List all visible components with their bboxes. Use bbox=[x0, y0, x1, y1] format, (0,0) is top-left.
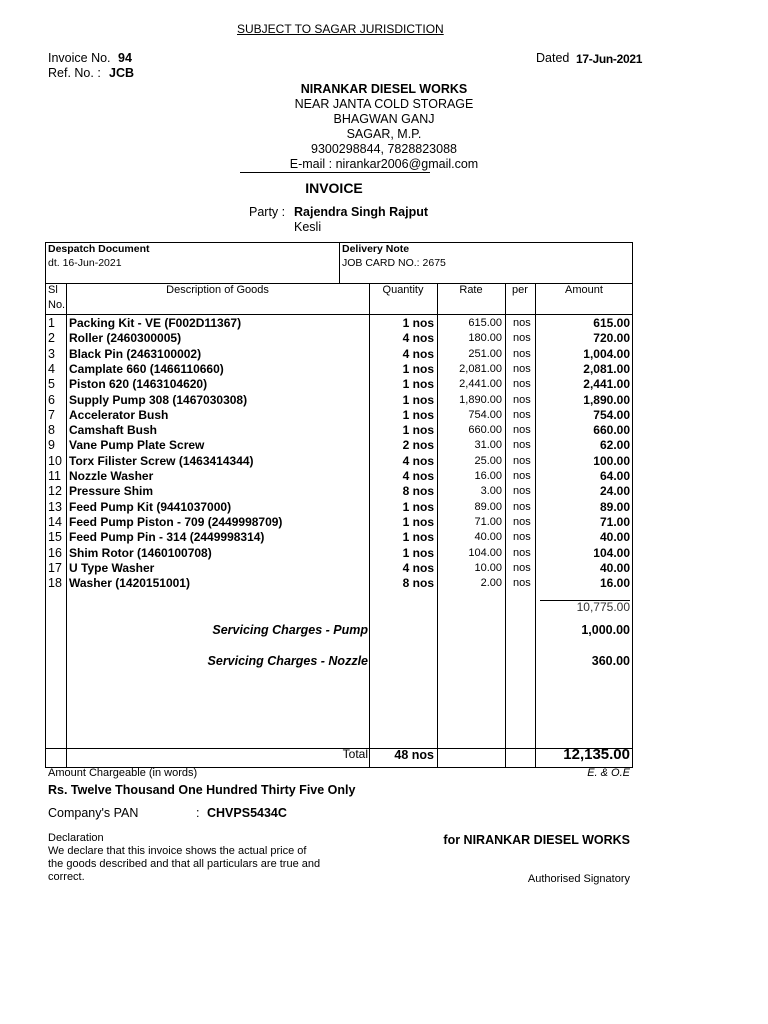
row-quantity: 1 nos bbox=[402, 407, 434, 422]
row-rate: 25.00 bbox=[474, 454, 502, 467]
row-per-unit: nos bbox=[513, 577, 531, 590]
header-description: Description of Goods bbox=[166, 284, 269, 296]
row-sl-number: 18 bbox=[48, 576, 62, 591]
row-rate: 1,890.00 bbox=[459, 393, 502, 406]
table-total-line-top bbox=[45, 748, 633, 749]
row-sl-number: 17 bbox=[48, 560, 62, 575]
row-sl-number: 6 bbox=[48, 392, 55, 407]
row-quantity: 1 nos bbox=[402, 392, 434, 407]
row-amount: 2,441.00 bbox=[583, 377, 630, 392]
row-per-unit: nos bbox=[513, 378, 531, 391]
row-description: Piston 620 (1463104620) bbox=[69, 377, 208, 392]
for-company: for NIRANKAR DIESEL WORKS bbox=[443, 833, 630, 847]
amount-in-words: Rs. Twelve Thousand One Hundred Thirty Five Only bbox=[48, 783, 356, 797]
declaration-line-3: correct. bbox=[48, 871, 85, 883]
row-per-unit: nos bbox=[513, 485, 531, 498]
subtotal: 10,775.00 bbox=[576, 600, 630, 614]
row-rate: 10.00 bbox=[474, 561, 502, 574]
row-description: Camplate 660 (1466110660) bbox=[69, 361, 224, 376]
row-amount: 1,890.00 bbox=[583, 392, 630, 407]
authorised-signatory: Authorised Signatory bbox=[527, 873, 630, 885]
table-row bbox=[0, 408, 768, 423]
despatch-value: dt. 16-Jun-2021 bbox=[48, 257, 122, 269]
row-sl-number: 4 bbox=[48, 361, 55, 376]
row-rate: 40.00 bbox=[474, 531, 502, 544]
party-name: Rajendra Singh Rajput bbox=[294, 205, 429, 219]
row-per-unit: nos bbox=[513, 531, 531, 544]
row-rate: 660.00 bbox=[468, 424, 502, 437]
row-amount: 40.00 bbox=[599, 530, 630, 545]
row-rate: 71.00 bbox=[474, 515, 502, 528]
table-row bbox=[0, 469, 768, 484]
declaration-label: Declaration bbox=[48, 832, 104, 844]
row-sl-number: 8 bbox=[48, 423, 55, 438]
delivery-value: JOB CARD NO.: 2675 bbox=[342, 257, 446, 269]
row-rate: 2,081.00 bbox=[459, 362, 502, 375]
row-description: Feed Pump Kit (9441037000) bbox=[69, 499, 232, 514]
document-title: INVOICE bbox=[305, 180, 363, 196]
table-row bbox=[0, 362, 768, 377]
delivery-label: Delivery Note bbox=[342, 243, 410, 255]
row-quantity: 1 nos bbox=[402, 316, 434, 330]
row-amount: 754.00 bbox=[593, 407, 630, 422]
header-quantity: Quantity bbox=[382, 284, 424, 296]
row-rate: 180.00 bbox=[468, 332, 502, 345]
row-amount: 100.00 bbox=[593, 453, 630, 468]
row-amount: 71.00 bbox=[599, 514, 630, 529]
pan-value: CHVPS5434C bbox=[207, 806, 287, 820]
row-description: Packing Kit - VE (F002D11367) bbox=[69, 316, 242, 330]
amount-words-label: Amount Chargeable (in words) bbox=[48, 767, 198, 779]
row-sl-number: 3 bbox=[48, 346, 55, 361]
row-amount: 16.00 bbox=[599, 576, 630, 591]
row-amount: 64.00 bbox=[599, 469, 630, 483]
row-rate: 16.00 bbox=[474, 470, 502, 482]
charge-amount-nozzle: 360.00 bbox=[591, 654, 630, 668]
row-description: Camshaft Bush bbox=[69, 423, 158, 438]
row-description: Roller (2460300005) bbox=[69, 331, 182, 346]
row-quantity: 4 nos bbox=[402, 469, 434, 483]
pan-colon: : bbox=[196, 806, 200, 820]
row-sl-number: 2 bbox=[48, 331, 55, 346]
charge-amount-pump: 1,000.00 bbox=[581, 623, 630, 637]
row-quantity: 1 nos bbox=[402, 514, 434, 529]
table-row bbox=[0, 576, 768, 591]
row-description: Nozzle Washer bbox=[69, 469, 154, 483]
table-row bbox=[0, 393, 768, 408]
row-rate: 2,441.00 bbox=[459, 378, 502, 391]
row-sl-number: 9 bbox=[48, 438, 55, 453]
company-address-3: SAGAR, M.P. bbox=[346, 127, 422, 141]
party-label: Party : bbox=[249, 205, 286, 219]
row-quantity: 4 nos bbox=[402, 346, 434, 361]
row-quantity: 1 nos bbox=[402, 499, 434, 514]
row-quantity: 2 nos bbox=[402, 438, 434, 453]
row-rate: 2.00 bbox=[480, 577, 502, 590]
company-address-2: BHAGWAN GANJ bbox=[333, 112, 435, 126]
row-description: Black Pin (2463100002) bbox=[69, 346, 202, 361]
row-rate: 754.00 bbox=[468, 408, 502, 421]
table-row bbox=[0, 316, 768, 331]
row-rate: 251.00 bbox=[468, 347, 502, 360]
jurisdiction-note: SUBJECT TO SAGAR JURISDICTION bbox=[237, 22, 444, 36]
total-label: Total bbox=[342, 747, 368, 761]
ref-no: JCB bbox=[109, 66, 135, 80]
row-quantity: 4 nos bbox=[402, 331, 434, 346]
company-email: E-mail : nirankar2006@gmail.com bbox=[289, 157, 479, 171]
table-row bbox=[0, 423, 768, 438]
row-per-unit: nos bbox=[513, 561, 531, 574]
row-rate: 615.00 bbox=[468, 317, 502, 329]
table-row bbox=[0, 377, 768, 392]
charge-label-pump: Servicing Charges - Pump bbox=[212, 623, 368, 637]
table-row bbox=[0, 331, 768, 346]
table-row bbox=[0, 438, 768, 453]
row-per-unit: nos bbox=[513, 439, 531, 452]
row-per-unit: nos bbox=[513, 470, 531, 482]
header-rate: Rate bbox=[459, 284, 483, 296]
party-place: Kesli bbox=[294, 220, 322, 234]
row-amount: 615.00 bbox=[593, 316, 630, 330]
row-quantity: 1 nos bbox=[402, 423, 434, 438]
row-sl-number: 14 bbox=[48, 514, 62, 529]
row-quantity: 4 nos bbox=[402, 453, 434, 468]
table-row bbox=[0, 500, 768, 515]
row-sl-number: 11 bbox=[48, 469, 61, 483]
row-sl-number: 7 bbox=[48, 407, 55, 422]
table-row bbox=[0, 561, 768, 576]
table-header-line bbox=[45, 314, 633, 315]
row-sl-number: 15 bbox=[48, 530, 62, 545]
invoice-no-label: Invoice No. bbox=[48, 51, 111, 65]
row-per-unit: nos bbox=[513, 362, 531, 375]
row-amount: 660.00 bbox=[593, 423, 630, 438]
row-description: Shim Rotor (1460100708) bbox=[69, 545, 212, 560]
row-per-unit: nos bbox=[513, 317, 531, 329]
row-description: Pressure Shim bbox=[69, 484, 154, 499]
row-sl-number: 10 bbox=[48, 453, 62, 468]
row-sl-number: 16 bbox=[48, 545, 62, 560]
row-description: Washer (1420151001) bbox=[69, 576, 190, 591]
company-name: NIRANKAR DIESEL WORKS bbox=[300, 82, 468, 96]
declaration-line-1: We declare that this invoice shows the actual price of bbox=[48, 845, 307, 857]
row-description: Feed Pump Piston - 709 (2449998709) bbox=[69, 514, 283, 529]
company-phones: 9300298844, 7828823088 bbox=[311, 142, 457, 156]
despatch-label: Despatch Document bbox=[48, 243, 150, 255]
despatch-divider bbox=[339, 242, 340, 284]
row-per-unit: nos bbox=[513, 546, 531, 559]
row-quantity: 1 nos bbox=[402, 530, 434, 545]
header-sl: Sl bbox=[48, 284, 58, 296]
table-row bbox=[0, 347, 768, 362]
row-per-unit: nos bbox=[513, 393, 531, 406]
invoice-no: 94 bbox=[118, 51, 132, 65]
row-rate: 3.00 bbox=[480, 485, 502, 498]
row-description: Torx Filister Screw (1463414344) bbox=[69, 453, 254, 468]
table-row bbox=[0, 515, 768, 530]
row-quantity: 1 nos bbox=[402, 361, 434, 376]
row-per-unit: nos bbox=[513, 347, 531, 360]
row-per-unit: nos bbox=[513, 500, 531, 513]
row-rate: 89.00 bbox=[474, 500, 502, 513]
row-quantity: 8 nos bbox=[402, 484, 434, 499]
row-quantity: 1 nos bbox=[402, 545, 434, 560]
header-no: No. bbox=[48, 299, 66, 311]
row-sl-number: 13 bbox=[48, 499, 62, 514]
row-per-unit: nos bbox=[513, 332, 531, 345]
row-amount: 40.00 bbox=[599, 560, 630, 575]
row-per-unit: nos bbox=[513, 454, 531, 467]
row-amount: 104.00 bbox=[593, 545, 630, 560]
table-row bbox=[0, 546, 768, 561]
row-description: Vane Pump Plate Screw bbox=[69, 438, 205, 453]
row-amount: 2,081.00 bbox=[583, 361, 630, 376]
header-per: per bbox=[512, 284, 528, 296]
table-row bbox=[0, 484, 768, 499]
row-quantity: 8 nos bbox=[402, 576, 434, 591]
row-sl-number: 1 bbox=[48, 316, 55, 330]
declaration-line-2: the goods described and that all particulars are true and bbox=[48, 858, 321, 870]
row-per-unit: nos bbox=[513, 408, 531, 421]
row-description: Supply Pump 308 (1467030308) bbox=[69, 392, 248, 407]
row-quantity: 1 nos bbox=[402, 377, 434, 392]
row-per-unit: nos bbox=[513, 424, 531, 437]
eoe-note: E. & O.E bbox=[587, 767, 630, 779]
total-quantity: 48 nos bbox=[394, 748, 434, 762]
row-quantity: 4 nos bbox=[402, 560, 434, 575]
company-address-1: NEAR JANTA COLD STORAGE bbox=[294, 97, 474, 111]
table-row bbox=[0, 454, 768, 469]
row-amount: 1,004.00 bbox=[583, 346, 630, 361]
ref-no-label: Ref. No. : bbox=[48, 66, 101, 80]
row-rate: 31.00 bbox=[474, 439, 502, 452]
header-amount: Amount bbox=[565, 284, 603, 296]
row-amount: 89.00 bbox=[599, 499, 630, 514]
row-amount: 62.00 bbox=[599, 438, 630, 453]
row-sl-number: 12 bbox=[48, 484, 62, 499]
total-amount: 12,135.00 bbox=[563, 746, 630, 763]
row-amount: 24.00 bbox=[599, 484, 630, 499]
email-underline bbox=[240, 172, 430, 173]
table-row bbox=[0, 530, 768, 545]
row-amount: 720.00 bbox=[593, 331, 630, 346]
row-per-unit: nos bbox=[513, 515, 531, 528]
row-sl-number: 5 bbox=[48, 377, 55, 392]
row-rate: 104.00 bbox=[468, 546, 502, 559]
row-description: U Type Washer bbox=[69, 560, 155, 575]
pan-label: Company's PAN bbox=[48, 806, 139, 820]
row-description: Feed Pump Pin - 314 (2449998314) bbox=[69, 530, 265, 545]
dated-label: Dated bbox=[536, 51, 570, 65]
charge-label-nozzle: Servicing Charges - Nozzle bbox=[207, 654, 368, 668]
dated-value: 17-Jun-2021 bbox=[576, 52, 643, 66]
row-description: Accelerator Bush bbox=[69, 407, 169, 422]
